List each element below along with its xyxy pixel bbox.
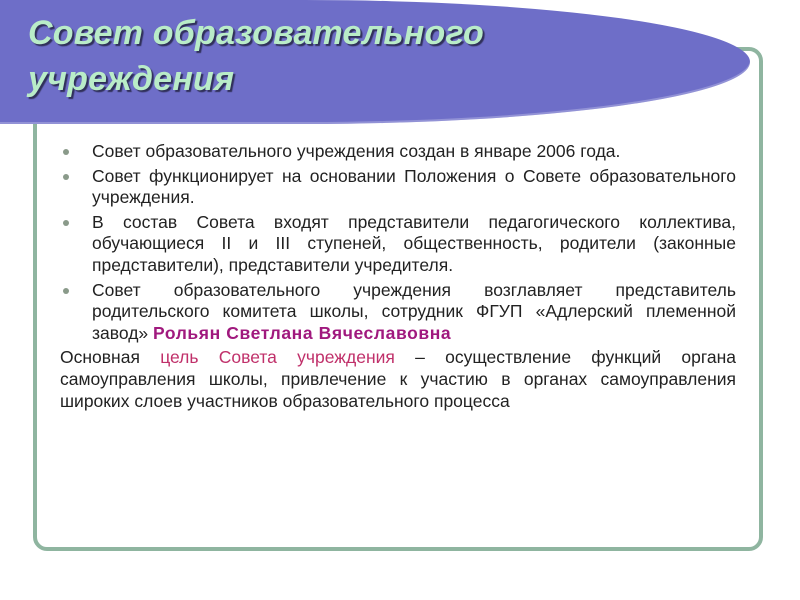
goal-prefix: Основная <box>60 347 161 368</box>
list-item <box>60 280 736 345</box>
goal-paragraph <box>60 347 736 412</box>
bullet-text: Совет функционирует на основании Положения о Совете образовательного учреждения. <box>92 165 736 208</box>
slide-title: Совет образовательного учреждения <box>28 14 484 98</box>
goal-suffix: – осуществление функций органа самоуправления школы, привлечение к участию в органах самоуправления широких слоев участников образовательного процесса <box>60 347 736 411</box>
list-item <box>60 141 736 163</box>
bullet-dot-icon <box>63 174 69 180</box>
bullet-text: Совет образовательного учреждения создан в январе 2006 года. <box>92 141 621 161</box>
bullet-text: Совет образовательного учреждения возглавляет представитель родительского комитета школы, сотрудник ФГУП «Адлерский племенной завод» <box>92 279 736 343</box>
chair-person-name: Рольян Светлана Вячеславовна <box>153 322 452 343</box>
bullet-dot-icon <box>63 288 69 294</box>
list-item <box>60 212 736 277</box>
bullet-list <box>60 141 736 344</box>
goal-highlight: цель Совета учреждения <box>160 347 395 368</box>
slide-content <box>60 141 736 412</box>
list-item <box>60 166 736 209</box>
bullet-dot-icon <box>63 149 69 155</box>
bullet-text: В состав Совета входят представители педагогического коллектива, обучающиеся II и III ступеней, общественность, родители (законные представители), представители учредителя. <box>92 211 736 275</box>
bullet-dot-icon <box>63 220 69 226</box>
